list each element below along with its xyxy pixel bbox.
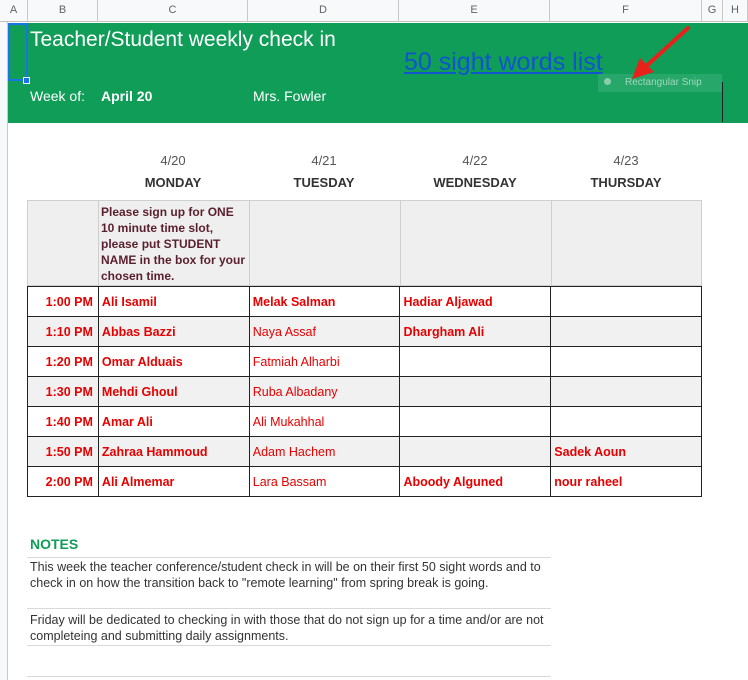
monday-cell[interactable]: Mehdi Ghoul <box>98 377 249 407</box>
column-header-c[interactable]: C <box>98 0 248 22</box>
row-gutter <box>0 22 8 680</box>
table-row <box>28 407 702 437</box>
wednesday-cell[interactable] <box>400 437 551 467</box>
monday-cell[interactable]: Ali Almemar <box>98 467 249 497</box>
table-row <box>28 347 702 377</box>
thursday-cell[interactable] <box>551 377 702 407</box>
column-header-e[interactable]: E <box>399 0 550 22</box>
signup-instructions: Please sign up for ONE 10 minute time slot, please put STUDENT NAME in the box for your chosen time. <box>101 205 245 283</box>
table-row <box>28 467 702 497</box>
monday-cell[interactable]: Zahraa Hammoud <box>98 437 249 467</box>
monday-cell[interactable]: Omar Alduais <box>98 347 249 377</box>
tuesday-cell[interactable]: Lara Bassam <box>249 467 400 497</box>
week-of-label: Week of: <box>30 88 85 104</box>
notes-divider <box>27 557 551 558</box>
time-cell[interactable]: 1:10 PM <box>28 317 99 347</box>
column-header-a[interactable]: A <box>0 0 28 22</box>
time-cell[interactable]: 1:40 PM <box>28 407 99 437</box>
wednesday-cell[interactable] <box>400 347 551 377</box>
tuesday-cell[interactable]: Ruba Albadany <box>249 377 400 407</box>
instruction-cell-wednesday[interactable] <box>401 201 552 285</box>
day-wednesday: WEDNESDAY <box>433 175 517 190</box>
red-arrow-icon <box>628 24 694 80</box>
date-thursday: 4/23 <box>613 153 639 168</box>
wednesday-cell[interactable]: Aboody Alguned <box>400 467 551 497</box>
selected-cell-outline <box>8 23 28 81</box>
notes-heading: NOTES <box>30 536 79 552</box>
column-header-b[interactable]: B <box>28 0 98 22</box>
sight-words-link[interactable]: 50 sight words list <box>404 48 603 76</box>
thursday-cell[interactable] <box>551 407 702 437</box>
tuesday-cell[interactable]: Adam Hachem <box>249 437 400 467</box>
notes-divider <box>27 608 551 609</box>
snip-label: Rectangular Snip <box>625 77 702 88</box>
wednesday-cell[interactable]: Hadiar Aljawad <box>400 287 551 317</box>
column-header-d[interactable]: D <box>248 0 399 22</box>
thursday-cell[interactable] <box>551 287 702 317</box>
monday-cell[interactable]: Amar Ali <box>98 407 249 437</box>
snip-icon <box>604 78 611 85</box>
note-friday[interactable]: Friday will be dedicated to checking in with those that do not sign up for a time and/or are not completeing and submitting daily assignments. <box>30 613 544 643</box>
schedule-table <box>27 286 702 497</box>
monday-cell[interactable]: Ali Isamil <box>98 287 249 317</box>
tuesday-cell[interactable]: Fatmiah Alharbi <box>249 347 400 377</box>
fill-handle[interactable] <box>23 77 30 84</box>
thursday-cell[interactable] <box>551 317 702 347</box>
date-monday: 4/20 <box>160 153 186 168</box>
column-header-h[interactable]: H <box>723 0 748 22</box>
page-title: Teacher/Student weekly check in <box>30 28 336 51</box>
tuesday-cell[interactable]: Ali Mukahhal <box>249 407 400 437</box>
wednesday-cell[interactable] <box>400 407 551 437</box>
thursday-cell[interactable]: Sadek Aoun <box>551 437 702 467</box>
notes-divider <box>27 676 551 677</box>
column-header-bar <box>0 0 748 22</box>
thursday-cell[interactable] <box>551 347 702 377</box>
instruction-cell-tuesday[interactable] <box>250 201 401 285</box>
week-of-value: April 20 <box>101 88 153 104</box>
teacher-name: Mrs. Fowler <box>253 88 327 104</box>
time-cell[interactable]: 1:20 PM <box>28 347 99 377</box>
cell-border <box>722 82 723 122</box>
table-row <box>28 377 702 407</box>
notes-divider <box>27 645 551 646</box>
time-cell[interactable]: 1:00 PM <box>28 287 99 317</box>
day-thursday: THURSDAY <box>590 175 662 190</box>
time-cell[interactable]: 1:30 PM <box>28 377 99 407</box>
table-row <box>28 317 702 347</box>
note-sight-words[interactable]: This week the teacher conference/student check in will be on their first 50 sight words and to check in on how the transition back to "remote learning" from spring break is going. <box>30 560 541 590</box>
table-row <box>28 437 702 467</box>
wednesday-cell[interactable] <box>400 377 551 407</box>
monday-cell[interactable]: Abbas Bazzi <box>98 317 249 347</box>
instruction-cell-time[interactable] <box>28 201 99 285</box>
time-cell[interactable]: 2:00 PM <box>28 467 99 497</box>
tuesday-cell[interactable]: Naya Assaf <box>249 317 400 347</box>
thursday-cell[interactable]: nour raheel <box>551 467 702 497</box>
day-tuesday: TUESDAY <box>293 175 355 190</box>
date-wednesday: 4/22 <box>462 153 488 168</box>
day-monday: MONDAY <box>144 175 202 190</box>
wednesday-cell[interactable]: Dhargham Ali <box>400 317 551 347</box>
column-header-f[interactable]: F <box>550 0 702 22</box>
time-cell[interactable]: 1:50 PM <box>28 437 99 467</box>
tuesday-cell[interactable]: Melak Salman <box>249 287 400 317</box>
date-tuesday: 4/21 <box>311 153 337 168</box>
column-header-g[interactable]: G <box>702 0 723 22</box>
table-row <box>28 287 702 317</box>
